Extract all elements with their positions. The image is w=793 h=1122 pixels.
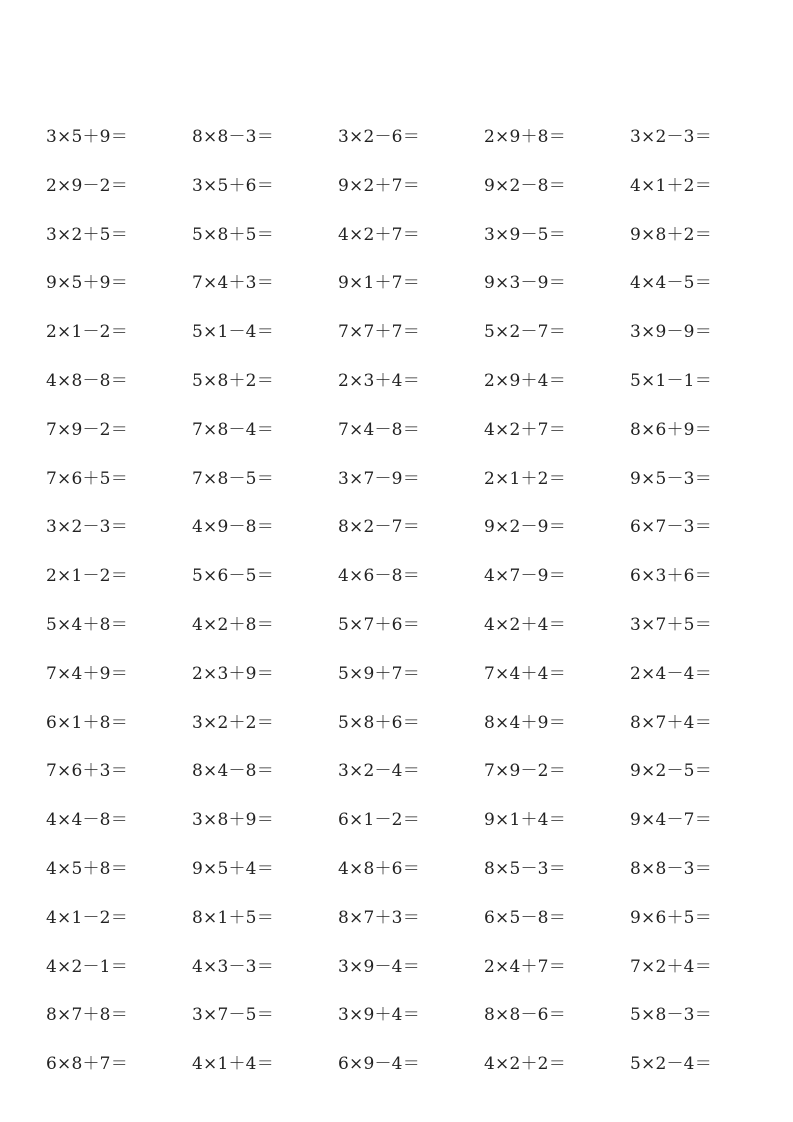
- math-problem: 3×9＋4＝: [338, 1005, 420, 1026]
- math-problem: 4×2－1＝: [46, 956, 128, 977]
- math-problem: 4×5＋8＝: [46, 858, 128, 879]
- math-problem: 7×2＋4＝: [630, 956, 712, 977]
- math-problem: 4×7－9＝: [484, 566, 566, 587]
- math-problem: 5×2－4＝: [630, 1054, 712, 1075]
- math-problem: 8×4＋9＝: [484, 712, 566, 733]
- math-problem: 9×1＋7＝: [338, 273, 420, 294]
- math-problem: 2×9＋8＝: [484, 127, 566, 147]
- math-problem: 4×8＋6＝: [338, 858, 420, 879]
- math-problem: 3×7－5＝: [192, 1005, 274, 1026]
- math-problem: 4×8－8＝: [46, 370, 128, 391]
- math-problem: 8×7＋8＝: [46, 1005, 128, 1026]
- math-problem: 9×5－3＝: [630, 468, 712, 489]
- math-problem: 2×3＋4＝: [338, 370, 420, 391]
- math-problem: 8×6＋9＝: [630, 419, 712, 440]
- math-problem: 8×4－8＝: [192, 761, 274, 782]
- math-problem: 4×9－8＝: [192, 517, 274, 538]
- math-problem: 7×8－4＝: [192, 419, 274, 440]
- math-problem: 8×8－3＝: [192, 127, 274, 147]
- math-problem: 5×8－3＝: [630, 1005, 712, 1026]
- math-problem: 7×4－8＝: [338, 419, 420, 440]
- math-problem: 5×8＋6＝: [338, 712, 420, 733]
- math-problem: 6×1－2＝: [338, 810, 420, 831]
- math-problem: 8×8－3＝: [630, 858, 712, 879]
- math-problem: 3×2－3＝: [46, 517, 128, 538]
- math-problem: 6×8＋7＝: [46, 1054, 128, 1075]
- math-problem: 8×1＋5＝: [192, 907, 274, 928]
- math-problem: 5×6－5＝: [192, 566, 274, 587]
- math-problem: 7×7＋7＝: [338, 322, 420, 343]
- math-problem: 4×2＋8＝: [192, 614, 274, 635]
- math-problem: 4×3－3＝: [192, 956, 274, 977]
- math-problem: 5×1－4＝: [192, 322, 274, 343]
- math-problem: 2×1＋2＝: [484, 468, 566, 489]
- math-problem: 7×9－2＝: [484, 761, 566, 782]
- math-problem: 9×6＋5＝: [630, 907, 712, 928]
- math-problem: 5×8＋2＝: [192, 370, 274, 391]
- math-problem: 7×4＋4＝: [484, 663, 566, 684]
- math-problem: 9×3－9＝: [484, 273, 566, 294]
- math-problem: 2×9－2＝: [46, 175, 128, 196]
- math-problem: 6×9－4＝: [338, 1054, 420, 1075]
- math-problem: 4×6－8＝: [338, 566, 420, 587]
- math-problem: 9×8＋2＝: [630, 224, 712, 245]
- math-problem: 3×7－9＝: [338, 468, 420, 489]
- math-problem: 3×2－4＝: [338, 761, 420, 782]
- arithmetic-worksheet: [46, 113, 766, 1089]
- math-problem: 6×1＋8＝: [46, 712, 128, 733]
- math-problem: 2×1－2＝: [46, 566, 128, 587]
- math-problem: 6×5－8＝: [484, 907, 566, 928]
- math-problem: 3×8＋9＝: [192, 810, 274, 831]
- math-problem: 9×2－9＝: [484, 517, 566, 538]
- math-problem: 7×6＋3＝: [46, 761, 128, 782]
- math-problem: 7×4＋9＝: [46, 663, 128, 684]
- math-problem: 2×9＋4＝: [484, 370, 566, 391]
- math-problem: 5×8＋5＝: [192, 224, 274, 245]
- math-problem: 3×2＋5＝: [46, 224, 128, 245]
- math-problem: 3×2－6＝: [338, 127, 420, 147]
- math-problem: 8×7＋3＝: [338, 907, 420, 928]
- math-problem: 9×4－7＝: [630, 810, 712, 831]
- math-problem: 9×5＋4＝: [192, 858, 274, 879]
- math-problem: 5×2－7＝: [484, 322, 566, 343]
- math-problem: 4×2＋2＝: [484, 1054, 566, 1075]
- math-problem: 3×2－3＝: [630, 127, 712, 147]
- math-problem: 3×5＋9＝: [46, 127, 128, 147]
- math-problem: 6×7－3＝: [630, 517, 712, 538]
- math-problem: 2×4－4＝: [630, 663, 712, 684]
- math-problem: 8×7＋4＝: [630, 712, 712, 733]
- math-problem: 4×2＋4＝: [484, 614, 566, 635]
- math-problem: 5×9＋7＝: [338, 663, 420, 684]
- math-problem: 6×3＋6＝: [630, 566, 712, 587]
- math-problem: 3×9－4＝: [338, 956, 420, 977]
- math-problem: 2×1－2＝: [46, 322, 128, 343]
- math-problem: 7×4＋3＝: [192, 273, 274, 294]
- math-problem: 9×2－8＝: [484, 175, 566, 196]
- math-problem: 5×7＋6＝: [338, 614, 420, 635]
- math-problem: 2×3＋9＝: [192, 663, 274, 684]
- math-problem: 4×2＋7＝: [484, 419, 566, 440]
- math-problem: 9×2＋7＝: [338, 175, 420, 196]
- math-problem: 4×1－2＝: [46, 907, 128, 928]
- math-problem: 3×9－5＝: [484, 224, 566, 245]
- math-problem: 4×1＋2＝: [630, 175, 712, 196]
- math-problem: 2×4＋7＝: [484, 956, 566, 977]
- math-problem: 5×1－1＝: [630, 370, 712, 391]
- math-problem: 9×5＋9＝: [46, 273, 128, 294]
- math-problem: 8×5－3＝: [484, 858, 566, 879]
- math-problem: 3×7＋5＝: [630, 614, 712, 635]
- math-problem: 3×9－9＝: [630, 322, 712, 343]
- math-problem: 5×4＋8＝: [46, 614, 128, 635]
- math-problem: 3×5＋6＝: [192, 175, 274, 196]
- math-problem: 7×8－5＝: [192, 468, 274, 489]
- math-problem: 4×1＋4＝: [192, 1054, 274, 1075]
- math-problem: 4×4－5＝: [630, 273, 712, 294]
- math-problem: 8×2－7＝: [338, 517, 420, 538]
- math-problem: 8×8－6＝: [484, 1005, 566, 1026]
- math-problem: 9×1＋4＝: [484, 810, 566, 831]
- math-problem: 3×2＋2＝: [192, 712, 274, 733]
- math-problem: 7×9－2＝: [46, 419, 128, 440]
- math-problem: 4×2＋7＝: [338, 224, 420, 245]
- math-problem: 7×6＋5＝: [46, 468, 128, 489]
- math-problem: 4×4－8＝: [46, 810, 128, 831]
- math-problem: 9×2－5＝: [630, 761, 712, 782]
